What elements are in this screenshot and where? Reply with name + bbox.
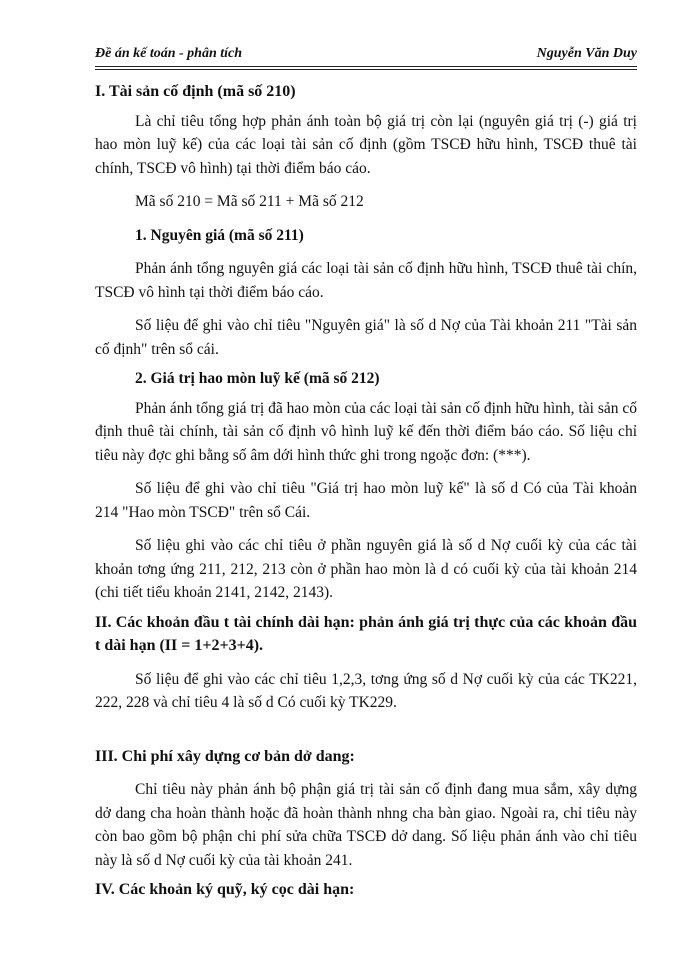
page-header xyxy=(95,46,637,66)
subsection-1-2-paragraph-1: Phản ánh tổng giá trị đã hao mòn của các loại tài sản cố định hữu hình, tài sản cố định thuê tài chính, tài sản cố định vô hình luỹ kế đến thời điểm báo cáo. Số liệu chỉ tiêu này đợc ghi bằng số âm dới hình thức ghi trong ngoặc đơn: (***). xyxy=(95,399,637,464)
header-rule xyxy=(95,66,637,67)
section-1-title: I. Tài sản cố định (mã số 210) xyxy=(95,83,296,100)
document-body xyxy=(95,80,637,902)
section-1-paragraph: Là chỉ tiêu tổng hợp phản ánh toàn bộ giá trị còn lại (nguyên giá trị (-) giá trị hao mòn luỹ kế) của các loại tài sản cố định (gồm TSCĐ hữu hình, TSCĐ thuê tài chính, TSCĐ vô hình) tại thời điểm báo cáo. xyxy=(95,112,637,177)
section-3-title: III. Chi phí xây dựng cơ bản dở dang: xyxy=(95,747,355,765)
subsection-1-2-paragraph-3: Số liệu ghi vào các chỉ tiêu ở phần nguyên giá là số d Nợ cuối kỳ của các tài khoản tơng ứng 211, 212, 213 còn ở phần hao mòn là d có cuối kỳ của tài khoản 214 (chi tiết tiểu khoản 2141, 2142, 2143). xyxy=(95,537,637,601)
section-1-formula: Mã số 210 = Mã số 211 + Mã số 212 xyxy=(135,193,364,210)
subsection-1-2-paragraph-2: Số liệu để ghi vào chỉ tiêu "Giá trị hao mòn luỹ kế" là số d Có của Tài khoản 214 "Hao mòn TSCĐ" trên sổ Cái. xyxy=(95,480,637,521)
subsection-1-2-title: 2. Giá trị hao mòn luỹ kế (mã số 212) xyxy=(135,370,380,387)
header-author: Nguyễn Văn Duy xyxy=(536,46,637,61)
section-2-title: II. Các khoản đầu t tài chính dài hạn: phản ánh giá trị thực của các khoản đầu t dài hạn (II = 1+2+3+4). xyxy=(95,613,637,654)
subsection-1-1-paragraph-1: Phản ánh tổng nguyên giá các loại tài sản cố định hữu hình, TSCĐ thuê tài chín, TSCĐ vô hình tại thời điểm báo cáo. xyxy=(95,260,637,301)
section-2-paragraph: Số liệu để ghi vào các chỉ tiêu 1,2,3, tơng ứng số d Nợ cuối kỳ của các TK221, 222, 228 và chỉ tiêu 4 là số d Có cuối kỳ TK229. xyxy=(95,670,637,711)
header-rule-thin xyxy=(95,69,637,70)
section-4-title: IV. Các khoản ký quỹ, ký cọc dài hạn: xyxy=(95,881,355,898)
subsection-1-1-title: 1. Nguyên giá (mã số 211) xyxy=(135,226,304,244)
section-3-paragraph: Chỉ tiêu này phản ánh bộ phận giá trị tài sản cố định đang mua sắm, xây dựng dở dang cha hoàn thành hoặc đã hoàn thành nhng cha bàn giao. Ngoài ra, chỉ tiêu này còn bao gồm bộ phận chi phí sửa chữa TSCĐ dở dang. Số liệu phản ánh vào chỉ tiêu này là số d Nợ cuối kỳ của tài khoản 241. xyxy=(95,781,637,869)
subsection-1-1-paragraph-2: Số liệu để ghi vào chỉ tiêu "Nguyên giá" là số d Nợ của Tài khoản 211 "Tài sản cố định" trên sổ cái. xyxy=(95,317,637,358)
header-left-title: Đề án kế toán - phân tích xyxy=(95,46,243,61)
